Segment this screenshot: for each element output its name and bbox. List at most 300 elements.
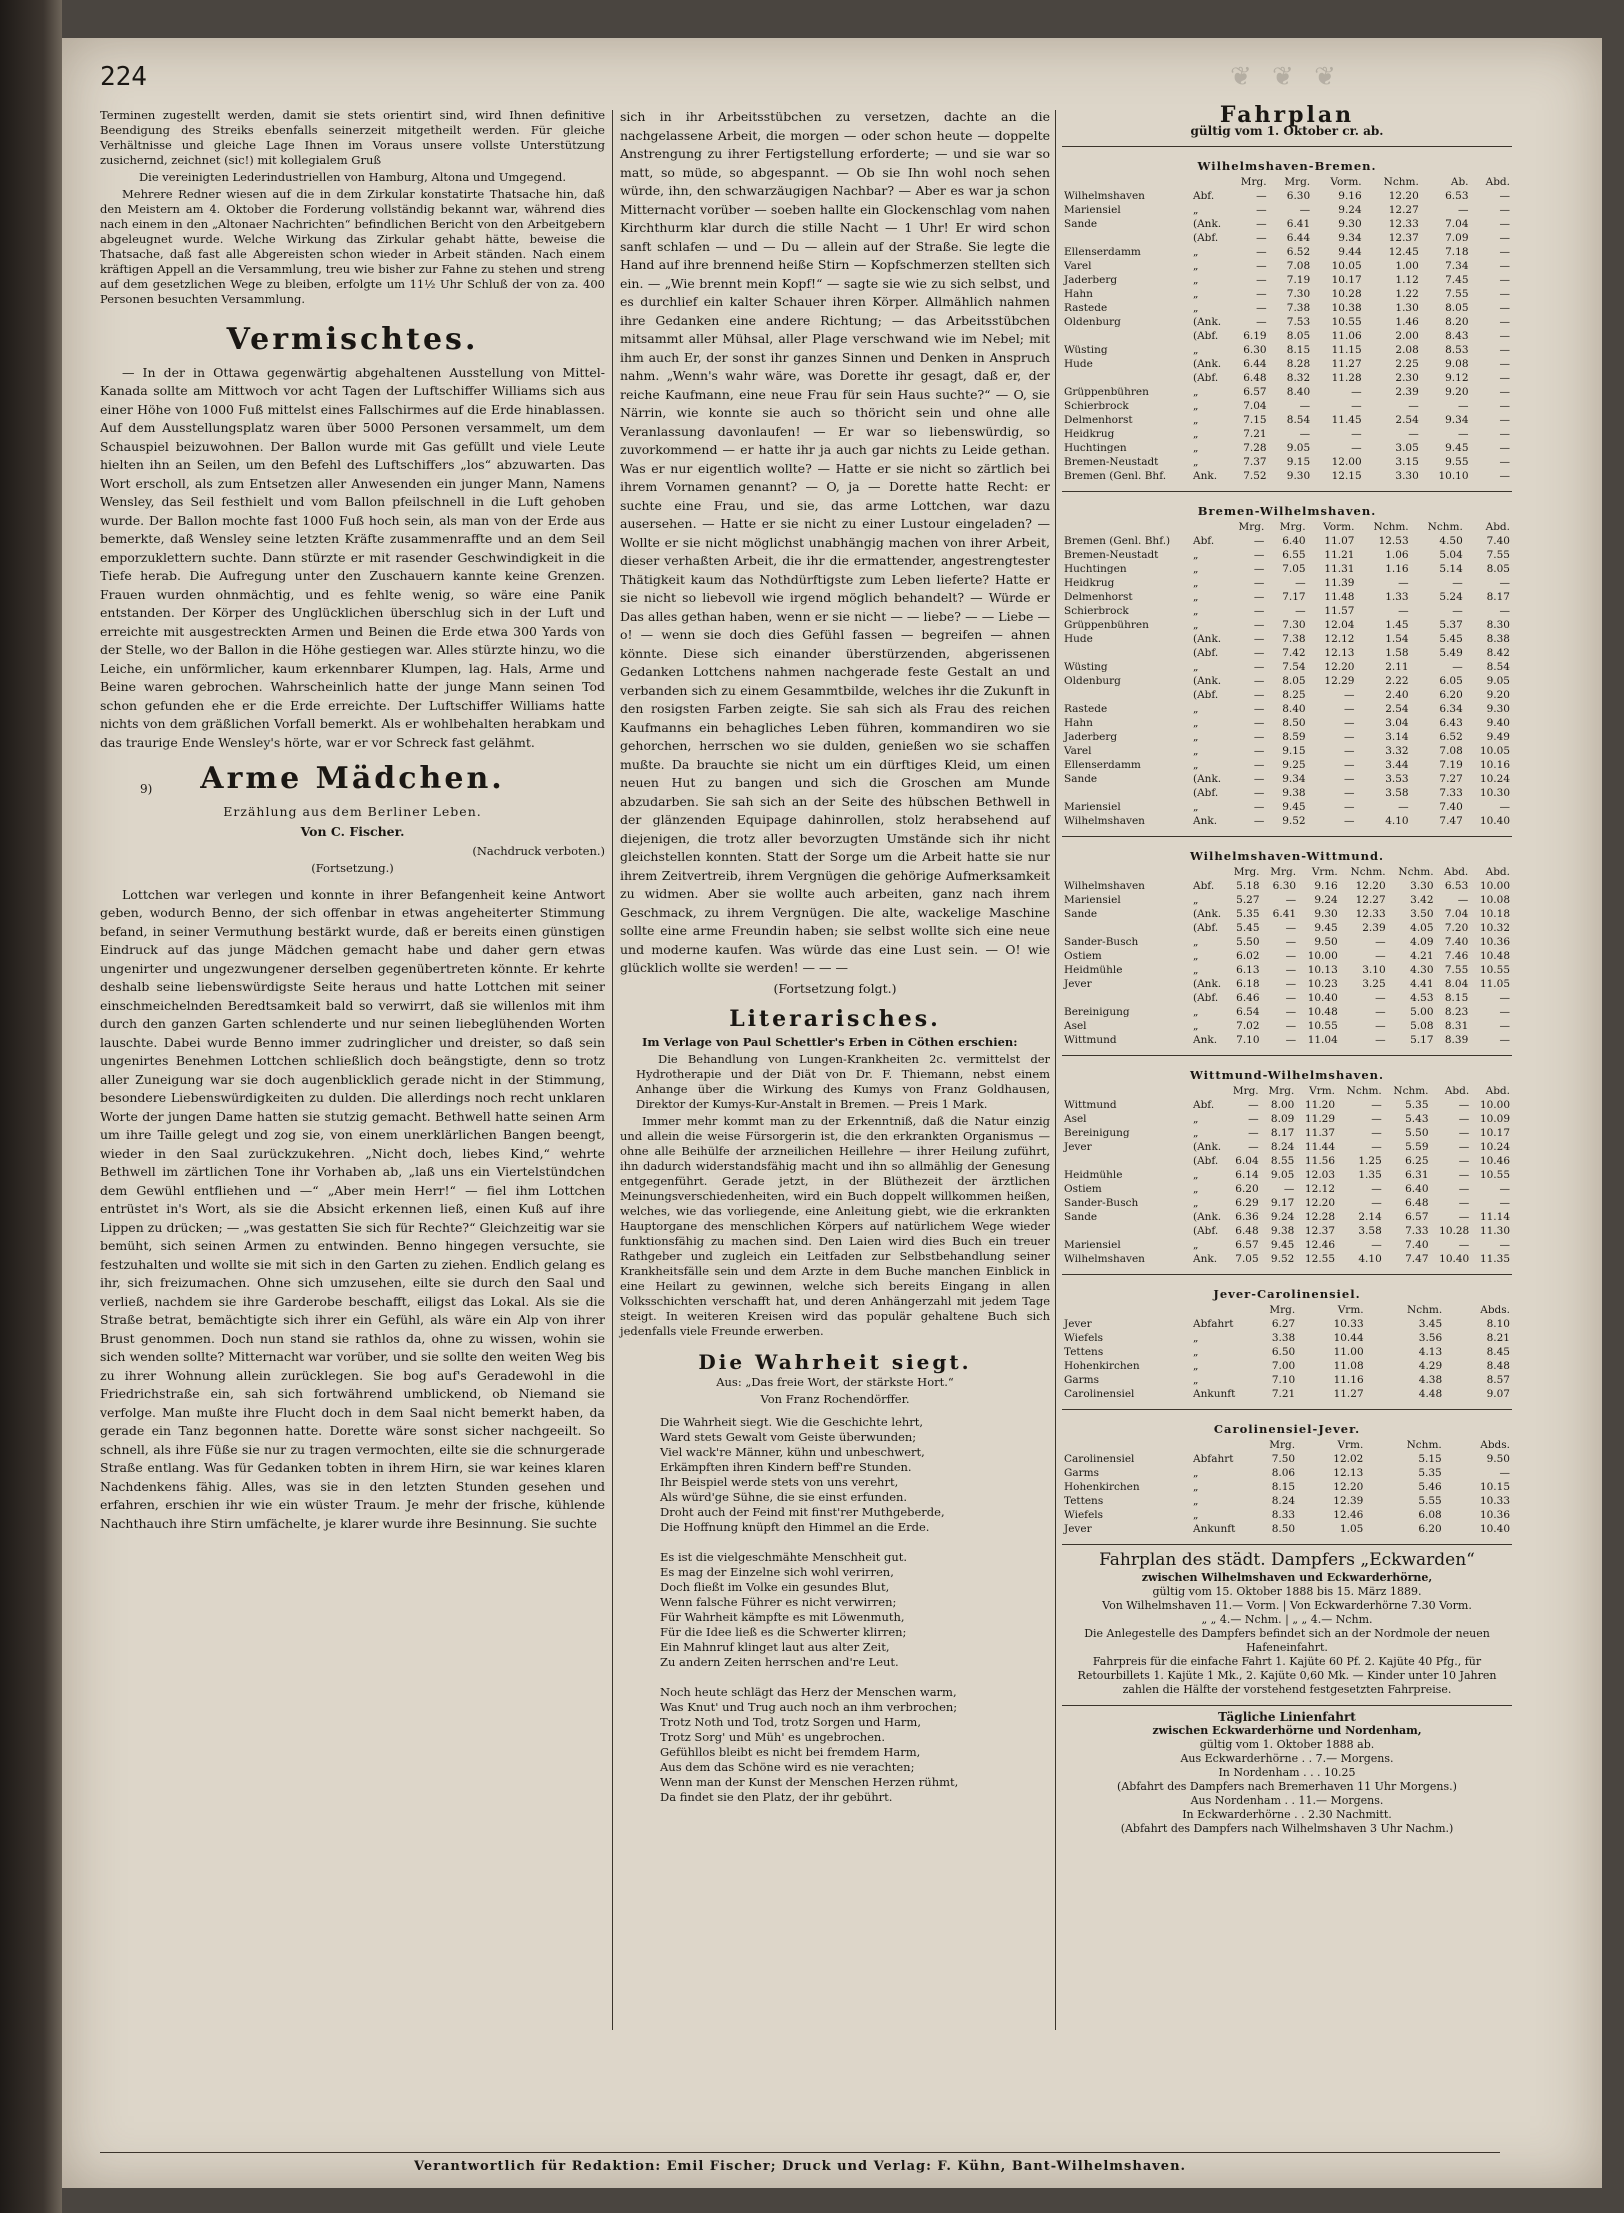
timetable-header-row: [1062, 175, 1512, 189]
time-cell: 10.40: [1307, 992, 1338, 1004]
time-cell: —: [1458, 1239, 1470, 1251]
timetable-row: [1062, 1112, 1512, 1126]
time-cell: 9.20: [1486, 689, 1510, 701]
timetable-row: [1062, 301, 1512, 315]
time-cell: 11.04: [1307, 1034, 1338, 1046]
timetable-header-cell: Abd.: [1443, 866, 1469, 878]
time-cell: 12.37: [1304, 1225, 1336, 1237]
timetable-row: [1062, 1033, 1512, 1047]
station-name: Wilhelmshaven: [1064, 880, 1145, 892]
story-author: Von C. Fischer.: [300, 824, 405, 839]
time-cell: 7.40: [1439, 801, 1463, 813]
timetable-header-cell: Mrg.: [1284, 176, 1311, 188]
time-cell: —: [1458, 1099, 1470, 1111]
timetable-row: [1062, 469, 1512, 483]
time-cell: 10.46: [1479, 1155, 1510, 1167]
time-cell: 9.45: [1314, 922, 1338, 934]
time-cell: 7.47: [1439, 815, 1463, 827]
timetable-row: [1062, 1345, 1512, 1359]
arrival-departure: „: [1193, 344, 1199, 356]
time-cell: 7.30: [1286, 288, 1311, 300]
time-cell: 8.57: [1486, 1374, 1510, 1386]
time-cell: 10.33: [1333, 1318, 1364, 1330]
time-cell: 9.16: [1338, 190, 1362, 202]
timetable-row: [1062, 413, 1512, 427]
time-cell: —: [1499, 302, 1510, 314]
time-cell: 12.15: [1331, 470, 1362, 482]
time-cell: 8.05: [1286, 330, 1311, 342]
station-name: [1062, 329, 1191, 343]
station-name: [1062, 991, 1191, 1005]
poem-line: Zu andern Zeiten herrschen and're Leut.: [660, 1655, 899, 1669]
time-cell: 7.55: [1444, 964, 1469, 976]
timetable-row: [1062, 231, 1512, 245]
timetable-header-cell: Nchm.: [1398, 866, 1434, 878]
time-cell: —: [1371, 1099, 1382, 1111]
time-cell: 10.32: [1479, 922, 1510, 934]
timetable-header-cell: Nchm.: [1373, 521, 1409, 533]
station-name: Hohenkirchen: [1064, 1360, 1140, 1372]
arrival-departure: „: [1193, 605, 1199, 617]
time-cell: 1.25: [1358, 1155, 1382, 1167]
time-cell: 7.53: [1286, 316, 1311, 328]
station-name: Carolinensiel: [1064, 1453, 1135, 1465]
time-cell: —: [1351, 386, 1362, 398]
timetable-row: [1062, 977, 1512, 991]
station-name: Ostiem: [1064, 1183, 1102, 1195]
time-cell: 10.13: [1307, 964, 1338, 976]
time-cell: 9.49: [1486, 731, 1510, 743]
time-cell: 7.17: [1282, 591, 1306, 603]
timetable-row: [1062, 921, 1512, 935]
timetable-row: [1062, 427, 1512, 441]
time-cell: —: [1499, 801, 1510, 813]
arrival-departure: (Abf.: [1193, 330, 1219, 342]
time-cell: 10.48: [1479, 950, 1510, 962]
timetable-row: [1062, 1522, 1512, 1536]
time-cell: 4.21: [1410, 950, 1434, 962]
arrival-departure: „: [1193, 1467, 1199, 1479]
arrival-departure: „: [1193, 1332, 1199, 1344]
station-name: Rastede: [1064, 302, 1108, 314]
arrival-departure: Abfahrt: [1193, 1318, 1234, 1330]
time-cell: —: [1458, 1113, 1470, 1125]
timetable-header-cell: Nchm.: [1393, 1085, 1429, 1097]
time-cell: 6.57: [1243, 386, 1267, 398]
time-cell: 9.34: [1282, 773, 1306, 785]
story-number: 9): [140, 782, 153, 796]
time-cell: 6.02: [1236, 950, 1260, 962]
time-cell: 4.10: [1358, 1253, 1382, 1265]
lit-book: Die Behandlung von Lungen-Krankheiten 2c. vermittelst der Hydrotherapie und der Diät von Dr. F. Thiemann, nebst einem Anhange über die Wirkung des Kumys von Franz Goldhausen, Direktor der Kumys-Kur-Anstalt in Bremen. — Preis 1 Mark.: [636, 1051, 1050, 1111]
time-cell: 11.14: [1479, 1211, 1510, 1223]
timetable-row: [1062, 1154, 1512, 1168]
poem-line: Viel wack're Männer, kühn und unbeschwert,: [660, 1445, 925, 1459]
time-cell: —: [1256, 288, 1267, 300]
poem-line: Doch fließt im Volke ein gesundes Blut,: [660, 1580, 890, 1594]
time-cell: —: [1398, 577, 1409, 589]
time-cell: 12.33: [1388, 218, 1419, 230]
timetable-header-row: [1062, 1084, 1512, 1098]
station-name: Mariensiel: [1064, 204, 1121, 216]
time-cell: 10.40: [1479, 815, 1510, 827]
time-cell: —: [1499, 605, 1510, 617]
time-cell: —: [1248, 1127, 1259, 1139]
timetable: [1062, 1055, 1512, 1266]
time-cell: 8.24: [1270, 1141, 1295, 1153]
station-name: Heidmühle: [1064, 964, 1123, 976]
time-cell: —: [1343, 787, 1355, 799]
time-cell: 9.05: [1486, 675, 1510, 687]
time-cell: 8.15: [1444, 992, 1469, 1004]
time-cell: 2.54: [1385, 703, 1409, 715]
timetable-row: [1062, 758, 1512, 772]
column-1: [100, 108, 605, 1535]
time-cell: 8.21: [1486, 1332, 1510, 1344]
time-cell: —: [1458, 428, 1469, 440]
time-cell: —: [1256, 302, 1267, 314]
time-cell: —: [1458, 1141, 1470, 1153]
timetable-row: [1062, 576, 1512, 590]
time-cell: 1.06: [1385, 549, 1409, 561]
time-cell: 8.28: [1286, 358, 1311, 370]
timetable-header-cell: Vorm.: [1323, 521, 1355, 533]
timetable-header-cell: [1062, 1084, 1191, 1098]
time-cell: 9.08: [1445, 358, 1469, 370]
time-cell: 5.00: [1410, 1006, 1434, 1018]
time-cell: —: [1452, 661, 1463, 673]
time-cell: 9.05: [1286, 442, 1311, 454]
time-cell: 11.29: [1304, 1113, 1336, 1125]
timetable-row: [1062, 245, 1512, 259]
time-cell: 10.55: [1479, 964, 1510, 976]
station-name: Wüsting: [1064, 344, 1108, 356]
time-cell: 1.30: [1395, 302, 1419, 314]
time-cell: —: [1256, 274, 1267, 286]
arrival-departure: (Ank.: [1193, 316, 1222, 328]
time-cell: 9.52: [1270, 1253, 1295, 1265]
time-cell: —: [1256, 246, 1267, 258]
time-cell: 5.46: [1418, 1481, 1442, 1493]
timetable-row: [1062, 441, 1512, 455]
timetable-grid: [1062, 175, 1512, 483]
timetable-row: [1062, 534, 1512, 548]
timetable-title: Wilhelmshaven-Wittmund.: [1189, 849, 1385, 863]
linien-valid: gültig vom 1. Oktober 1888 ab.: [1199, 1738, 1375, 1751]
station-name: Hude: [1064, 358, 1093, 370]
time-cell: 6.55: [1282, 549, 1306, 561]
time-cell: 10.36: [1479, 1509, 1510, 1521]
arrival-departure: „: [1193, 936, 1199, 948]
continuation-end: (Fortsetzung folgt.): [773, 980, 897, 996]
time-cell: —: [1375, 992, 1386, 1004]
timetable-header-cell: Mrg.: [1279, 521, 1306, 533]
time-cell: 10.38: [1331, 302, 1362, 314]
time-cell: —: [1253, 549, 1265, 561]
time-cell: —: [1375, 1034, 1386, 1046]
time-cell: 8.17: [1486, 591, 1510, 603]
timetable-row: [1062, 203, 1512, 217]
time-cell: 8.20: [1445, 316, 1469, 328]
timetable-row: [1062, 1196, 1512, 1210]
timetable-row: [1062, 893, 1512, 907]
time-cell: 11.35: [1479, 1253, 1510, 1265]
time-cell: 5.17: [1410, 1034, 1434, 1046]
timetable-row: [1062, 1452, 1512, 1466]
timetables: [1062, 146, 1512, 1536]
time-cell: 11.05: [1479, 978, 1510, 990]
station-name: Tettens: [1064, 1495, 1104, 1507]
timetable-row: [1062, 343, 1512, 357]
arrival-departure: (Abf.: [1193, 647, 1219, 659]
time-cell: 11.57: [1324, 605, 1355, 617]
time-cell: 1.12: [1395, 274, 1419, 286]
time-cell: 6.19: [1243, 330, 1267, 342]
timetable-row: [1062, 744, 1512, 758]
time-cell: 1.22: [1395, 288, 1419, 300]
station-name: Jever: [1064, 1523, 1092, 1535]
poem-line: Es ist die vielgeschmähte Menschheit gut.: [660, 1550, 908, 1564]
time-cell: —: [1253, 661, 1265, 673]
time-cell: —: [1458, 204, 1469, 216]
poem: [660, 1415, 1050, 1805]
time-cell: 1.45: [1385, 619, 1409, 631]
time-cell: 6.13: [1236, 964, 1260, 976]
dampfer-route: zwischen Wilhelmshaven und Eckwarderhörne,: [1141, 1571, 1433, 1584]
time-cell: 9.30: [1314, 908, 1338, 920]
heading-fahrplan: Fahrplan: [1219, 102, 1355, 128]
timetable-grid: [1062, 1303, 1512, 1401]
time-cell: 7.05: [1235, 1253, 1259, 1265]
time-cell: 9.45: [1282, 801, 1306, 813]
time-cell: —: [1499, 204, 1510, 216]
time-cell: 10.18: [1479, 908, 1510, 920]
time-cell: 6.40: [1405, 1183, 1429, 1195]
time-cell: 10.17: [1331, 274, 1362, 286]
station-name: Schierbrock: [1064, 605, 1129, 617]
arrival-departure: (Abf.: [1193, 232, 1219, 244]
arrival-departure: Abf.: [1193, 1099, 1215, 1111]
time-cell: 6.48: [1235, 1225, 1259, 1237]
timetable-row: [1062, 1238, 1512, 1252]
time-cell: 12.27: [1388, 204, 1419, 216]
time-cell: 10.55: [1307, 1020, 1338, 1032]
timetable-header-cell: Ab.: [1450, 176, 1469, 188]
arrival-departure: „: [1193, 759, 1199, 771]
station-name: Grüppenbühren: [1064, 619, 1149, 631]
timetable-row: [1062, 1210, 1512, 1224]
timetable-row: [1062, 674, 1512, 688]
time-cell: —: [1408, 400, 1419, 412]
arrival-departure: „: [1193, 577, 1199, 589]
time-cell: 12.04: [1324, 619, 1355, 631]
time-cell: —: [1285, 950, 1297, 962]
timetable-row: [1062, 1182, 1512, 1196]
timetable-row: [1062, 935, 1512, 949]
arrival-departure: (Ank.: [1193, 358, 1222, 370]
time-cell: 9.52: [1282, 815, 1306, 827]
poem-line: Die Wahrheit siegt. Wie die Geschichte lehrt,: [660, 1415, 924, 1429]
time-cell: 8.42: [1486, 647, 1510, 659]
station-name: Mariensiel: [1064, 1239, 1121, 1251]
timetable-row: [1062, 963, 1512, 977]
station-name: Hahn: [1064, 717, 1093, 729]
time-cell: 2.08: [1395, 344, 1419, 356]
time-cell: 7.15: [1243, 414, 1267, 426]
time-cell: 3.10: [1362, 964, 1386, 976]
time-cell: 6.36: [1235, 1211, 1259, 1223]
time-cell: —: [1499, 1197, 1510, 1209]
time-cell: —: [1499, 400, 1510, 412]
time-cell: —: [1499, 1034, 1510, 1046]
time-cell: 3.04: [1385, 717, 1409, 729]
arrival-departure: „: [1193, 246, 1199, 258]
arrival-departure: (Ank.: [1193, 1141, 1222, 1153]
time-cell: 7.37: [1243, 456, 1267, 468]
station-name: Sande: [1064, 908, 1098, 920]
station-name: Heidmühle: [1064, 1169, 1123, 1181]
time-cell: —: [1256, 204, 1267, 216]
time-cell: 8.00: [1270, 1099, 1295, 1111]
page-number: 224: [100, 62, 147, 92]
heading-arme-maedchen: Arme Mädchen.: [200, 761, 505, 796]
time-cell: —: [1343, 731, 1355, 743]
time-cell: 6.53: [1444, 880, 1469, 892]
arrival-departure: Ankunft: [1193, 1523, 1236, 1535]
time-cell: 5.50: [1236, 936, 1260, 948]
schedule-line: In Nordenham . . . 10.25: [1218, 1766, 1356, 1779]
timetable-row: [1062, 1140, 1512, 1154]
station-name: Mariensiel: [1064, 894, 1121, 906]
dampfer-lines: [1062, 1599, 1512, 1697]
story-subtitle: Erzählung aus dem Berliner Leben.: [223, 803, 482, 819]
station-name: Varel: [1064, 260, 1092, 272]
time-cell: 11.37: [1304, 1127, 1336, 1139]
arrival-departure: „: [1193, 619, 1199, 631]
timetable-header-cell: Abd.: [1485, 521, 1510, 533]
arrival-departure: (Abf.: [1193, 922, 1219, 934]
arrival-departure: (Ank.: [1193, 633, 1222, 645]
time-cell: —: [1248, 1099, 1259, 1111]
station-name: Wilhelmshaven: [1064, 1253, 1145, 1265]
timetable-row: [1062, 1359, 1512, 1373]
time-cell: —: [1253, 591, 1265, 603]
arrival-departure: (Abf.: [1193, 1225, 1219, 1237]
time-cell: —: [1256, 190, 1267, 202]
poem-line: [660, 1535, 1050, 1550]
schedule-line: In Eckwarderhörne . . 2.30 Nachmitt.: [1182, 1808, 1392, 1821]
time-cell: 11.48: [1324, 591, 1355, 603]
poem-line: Ward stets Gewalt vom Geiste überwunden;: [660, 1430, 917, 1444]
arrival-departure: Abf.: [1193, 880, 1215, 892]
time-cell: 10.36: [1479, 936, 1510, 948]
timetable: [1062, 146, 1512, 483]
time-cell: 8.32: [1286, 372, 1311, 384]
time-cell: —: [1343, 717, 1355, 729]
time-cell: —: [1253, 675, 1265, 687]
station-name: Bremen-Neustadt: [1064, 549, 1159, 561]
time-cell: 2.14: [1358, 1211, 1382, 1223]
schedule-line: (Abfahrt des Dampfers nach Bremerhaven 11 Uhr Morgens.): [1117, 1780, 1457, 1793]
timetable-row: [1062, 1480, 1512, 1494]
station-name: [1062, 688, 1191, 702]
column-2: [620, 108, 1050, 1805]
arrival-departure: „: [1193, 894, 1199, 906]
time-cell: 6.40: [1282, 535, 1306, 547]
time-cell: —: [1248, 1141, 1259, 1153]
time-cell: 10.28: [1439, 1225, 1470, 1237]
poem-line: Als würd'ge Sühne, die sie einst erfunden.: [660, 1490, 908, 1504]
strike-signature: Die vereinigten Lederindustriellen von Hamburg, Altona und Umgegend.: [138, 170, 567, 184]
time-cell: 6.52: [1439, 731, 1463, 743]
time-cell: 12.00: [1331, 456, 1362, 468]
time-cell: 11.44: [1304, 1141, 1336, 1153]
time-cell: 11.27: [1331, 358, 1362, 370]
time-cell: 10.05: [1331, 260, 1362, 272]
poem-source: Aus: „Das freie Wort, der stärkste Hort.“: [716, 1375, 954, 1389]
timetable-header-cell: Abds.: [1480, 1304, 1510, 1316]
time-cell: 11.30: [1479, 1225, 1510, 1237]
time-cell: —: [1499, 190, 1510, 202]
time-cell: —: [1253, 787, 1265, 799]
time-cell: —: [1248, 1113, 1259, 1125]
timetable-row: [1062, 189, 1512, 203]
timetable-row: [1062, 1387, 1512, 1401]
time-cell: —: [1371, 1239, 1382, 1251]
time-cell: 10.00: [1307, 950, 1338, 962]
time-cell: 3.44: [1385, 759, 1409, 771]
station-name: Wittmund: [1064, 1034, 1117, 1046]
time-cell: 8.50: [1282, 717, 1306, 729]
time-cell: —: [1343, 773, 1355, 785]
timetable-title: Jever-Carolinensiel.: [1213, 1287, 1361, 1301]
timetable-row: [1062, 991, 1512, 1005]
timetable-row: [1062, 716, 1512, 730]
timetable-row: [1062, 590, 1512, 604]
arrival-departure: Ank.: [1193, 1034, 1218, 1046]
time-cell: 8.09: [1270, 1113, 1295, 1125]
time-cell: 9.17: [1270, 1197, 1295, 1209]
timetable-row: [1062, 604, 1512, 618]
station-name: Hohenkirchen: [1064, 1481, 1140, 1493]
time-cell: 5.04: [1439, 549, 1463, 561]
time-cell: 10.33: [1479, 1495, 1510, 1507]
time-cell: 9.15: [1286, 456, 1311, 468]
timetable-row: [1062, 660, 1512, 674]
time-cell: 12.39: [1333, 1495, 1364, 1507]
time-cell: 10.05: [1479, 745, 1510, 757]
time-cell: 1.35: [1358, 1169, 1382, 1181]
timetable-row: [1062, 1005, 1512, 1019]
station-name: Oldenburg: [1064, 675, 1121, 687]
time-cell: 4.53: [1410, 992, 1434, 1004]
time-cell: 11.56: [1304, 1155, 1336, 1167]
time-cell: 6.41: [1272, 908, 1297, 920]
timetable-header-cell: Mrg.: [1269, 1304, 1296, 1316]
time-cell: 8.48: [1486, 1360, 1510, 1372]
station-name: Jaderberg: [1064, 274, 1118, 286]
time-cell: 3.50: [1410, 908, 1434, 920]
timetable-row: [1062, 618, 1512, 632]
station-name: [1062, 646, 1191, 660]
station-name: Delmenhorst: [1064, 414, 1133, 426]
timetable-row: [1062, 287, 1512, 301]
timetable-title: Wittmund-Wilhelmshaven.: [1189, 1068, 1385, 1082]
timetable-header-cell: [1191, 175, 1225, 189]
station-name: Wiefels: [1064, 1509, 1104, 1521]
timetable-header-cell: Mrg.: [1238, 521, 1265, 533]
time-cell: 11.39: [1324, 577, 1355, 589]
